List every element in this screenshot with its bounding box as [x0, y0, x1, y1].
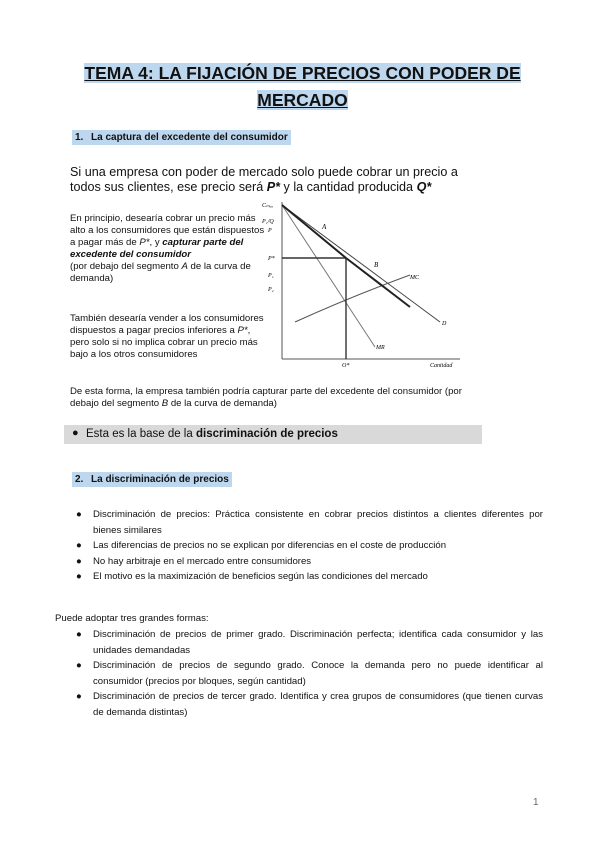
y-label-p1: P₁ — [268, 273, 274, 279]
section-2-heading — [72, 472, 232, 487]
intro-paragraph: Si una empresa con poder de mercado solo puede cobrar un precio a todos sus clientes, ese precio será P* y la cantidad producida Q* — [70, 165, 458, 194]
list-item: ● Discriminación de precios de segundo grado. Conoce la demanda pero no puede identificar al consumidor (precios por bloques, según cantidad) — [76, 660, 543, 687]
list-item: ● El motivo es la maximización de beneficios según las condiciones del mercado — [76, 569, 543, 585]
bullet-icon: ● — [76, 509, 82, 520]
d-label: D — [442, 321, 447, 327]
demand-graph — [260, 197, 470, 367]
bullet-icon: ● — [76, 691, 82, 702]
section-1-number: 1. — [75, 132, 84, 143]
y-label-p: P — [268, 228, 272, 234]
mr-curve — [282, 205, 375, 347]
bullet-icon: ● — [76, 571, 82, 582]
bullet-icon: ● — [76, 660, 82, 671]
left-text-1: En principio, desearía cobrar un precio más alto a los consumidores que están dispuestos a pagar más de P*, y capturar parte del excedente del consumidor (por debajo del segmento A de la curva de demanda) — [70, 213, 265, 284]
mr-label: MR — [376, 345, 385, 351]
segment-b-label: B — [374, 261, 379, 269]
bullet-icon: ● — [72, 427, 79, 439]
section-1-title: La captura del excedente del consumidor — [91, 132, 288, 143]
bullet-icon: ● — [76, 629, 82, 640]
list-item: ● No hay arbitraje en el mercado entre consumidores — [76, 554, 543, 570]
bullet-icon: ● — [76, 540, 82, 551]
section-2-number: 2. — [75, 474, 84, 485]
mc-curve — [295, 275, 410, 322]
discrimination-bullets — [76, 507, 543, 585]
mc-label: MC — [410, 275, 419, 281]
x-axis-label: Cantidad — [430, 363, 453, 367]
demand-curve — [282, 205, 440, 322]
y-label-p1q: P₁/Q — [262, 219, 274, 225]
bullet-icon: ● — [76, 555, 82, 567]
section-1-heading — [72, 130, 291, 145]
title-line-2: MERCADO — [257, 90, 348, 110]
forms-intro: Puede adoptar tres grandes formas: — [55, 613, 209, 624]
segment-a-label: A — [322, 223, 327, 231]
list-item: ● Discriminación de precios de primer grado. Discriminación perfecta; identifica cada consumidor y las unidades demandadas — [76, 629, 543, 656]
list-item: ● Discriminación de precios de tercer grado. Identifica y crea grupos de consumidores (que tienen curvas de demanda distintas) — [76, 691, 543, 718]
left-text-2: También desearía vender a los consumidores dispuestos a pagar precios inferiores a P*, pero solo si no implica cobrar un precio más bajo a los otros consumidores — [70, 313, 264, 360]
y-label-cmax: Cₘₐₓ — [262, 203, 274, 209]
q-star-label: Q* — [342, 363, 350, 367]
page-number: 1 — [533, 797, 539, 808]
segment-a-line — [282, 205, 346, 258]
bottom-note: De esta forma, la empresa también podría capturar parte del excedente del consumidor (por debajo del segmento B de la curva de demanda) — [70, 386, 462, 409]
title-line-1: TEMA 4: LA FIJACIÓN DE PRECIOS CON PODER DE — [84, 63, 521, 83]
list-item: ● Discriminación de precios: Práctica consistente en cobrar precios distintos a clientes diferentes por bienes similares — [76, 509, 543, 536]
section-2-title: La discriminación de precios — [91, 474, 229, 485]
y-label-pstar: P* — [268, 256, 275, 262]
price-discrimination-callout: ● Esta es la base de la discriminación de precios — [64, 425, 482, 444]
page-title — [60, 60, 545, 114]
y-label-p2: P₂ — [268, 287, 274, 293]
forms-list — [76, 627, 543, 720]
list-item: ● Las diferencias de precios no se explican por diferencias en el coste de producción — [76, 538, 543, 554]
